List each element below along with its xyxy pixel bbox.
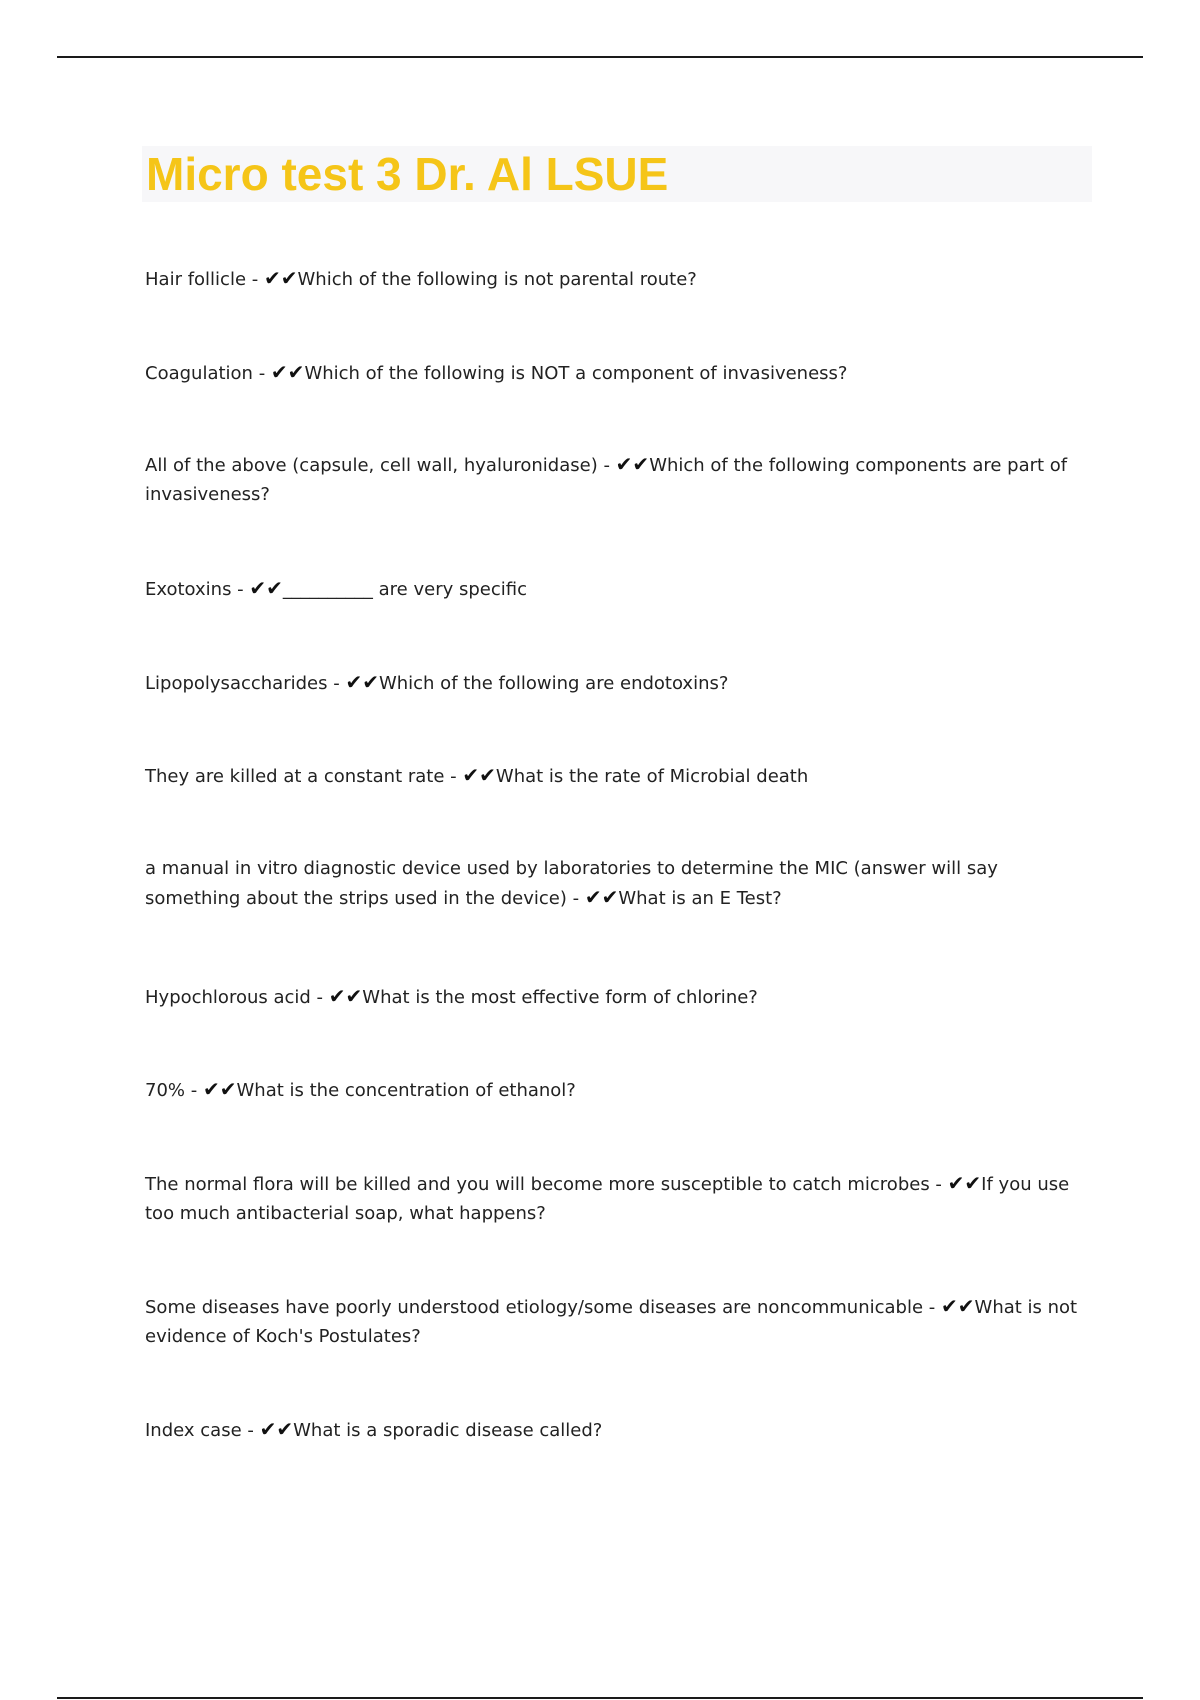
answer-text: The normal flora will be killed and you will become more susceptible to catch microbes (145, 1174, 930, 1195)
qa-item-6 (145, 761, 1080, 791)
qa-item-10 (145, 1169, 1080, 1228)
double-check-icon: ✔✔ (462, 763, 496, 787)
question-text: Which of the following is not parental route? (297, 269, 697, 290)
answer-text: Hypochlorous acid (145, 987, 311, 1008)
separator: - (231, 579, 250, 600)
double-check-icon: ✔✔ (249, 576, 283, 600)
qa-item-12 (145, 1415, 1080, 1445)
separator: - (185, 1080, 203, 1101)
question-text: Which of the following are endotoxins? (378, 673, 729, 694)
bottom-rule (57, 1697, 1143, 1699)
qa-item-4 (145, 574, 1080, 604)
question-text: What is the most effective form of chlorine? (362, 987, 758, 1008)
qa-item-11 (145, 1292, 1080, 1351)
double-check-icon: ✔✔ (202, 1077, 237, 1101)
qa-item-8 (145, 982, 1080, 1012)
qa-item-2 (145, 358, 1080, 388)
separator: - (566, 888, 585, 909)
separator: - (923, 1297, 941, 1318)
question-text: What is a sporadic disease called? (293, 1420, 603, 1441)
answer-text: 70% (145, 1080, 186, 1101)
qa-item-5 (145, 668, 1080, 698)
separator: - (444, 766, 463, 787)
double-check-icon: ✔✔ (584, 885, 619, 909)
separator: - (327, 673, 346, 694)
question-text: What is an E Test? (618, 888, 782, 909)
double-check-icon: ✔✔ (263, 266, 298, 290)
qa-item-9 (145, 1075, 1080, 1105)
double-check-icon: ✔✔ (941, 1294, 975, 1318)
answer-text: All of the above (capsule, cell wall, hyaluronidase) (145, 455, 598, 476)
separator: - (310, 987, 329, 1008)
answer-text: Coagulation (145, 363, 253, 384)
question-text: Which of the following components are part of invasiveness? (145, 455, 1068, 505)
answer-text: Lipopolysaccharides (145, 673, 328, 694)
question-text: What is the concentration of ethanol? (236, 1080, 576, 1101)
separator: - (597, 455, 616, 476)
separator: - (252, 363, 271, 384)
document-title: Micro test 3 Dr. Al LSUE (146, 148, 669, 200)
qa-item-1 (145, 264, 1080, 294)
double-check-icon: ✔✔ (947, 1171, 982, 1195)
qa-item-3 (145, 450, 1080, 509)
double-check-icon: ✔✔ (259, 1417, 294, 1441)
answer-text: Hair follicle (145, 269, 247, 290)
answer-text: Some diseases have poorly understood etiology/some diseases are noncommunicable (145, 1297, 924, 1318)
answer-text: a manual in vitro diagnostic device used by laboratories to determine the MIC (answer will say something about the strips used in the device) (145, 858, 998, 909)
question-text: If you use too much antibacterial soap, what happens? (145, 1174, 1070, 1224)
separator: - (246, 269, 264, 290)
answer-text: They are killed at a constant rate (145, 766, 445, 787)
separator: - (241, 1420, 260, 1441)
answer-text: Exotoxins (145, 579, 232, 600)
question-text: __________ are very specific (282, 579, 527, 600)
separator: - (929, 1174, 948, 1195)
double-check-icon: ✔✔ (615, 452, 650, 476)
question-text: What is not evidence of Koch's Postulates? (145, 1297, 1078, 1347)
question-text: Which of the following is NOT a component of invasiveness? (304, 363, 848, 384)
answer-text: Index case (145, 1420, 242, 1441)
double-check-icon: ✔✔ (345, 670, 379, 694)
qa-item-7 (145, 854, 1080, 913)
top-rule (57, 56, 1143, 58)
double-check-icon: ✔✔ (328, 984, 363, 1008)
question-text: What is the rate of Microbial death (495, 766, 809, 787)
double-check-icon: ✔✔ (270, 360, 305, 384)
